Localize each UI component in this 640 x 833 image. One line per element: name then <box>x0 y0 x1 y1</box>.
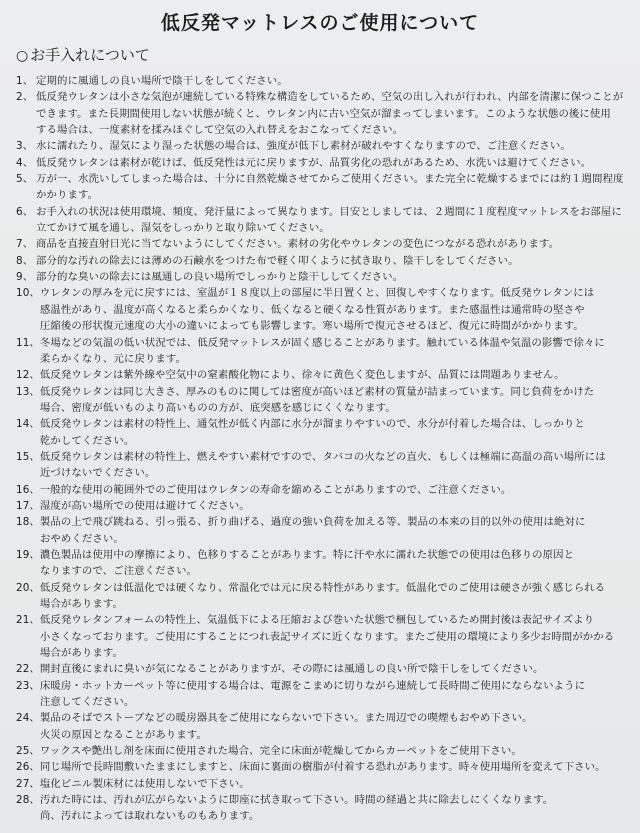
item-number: 22、 <box>16 663 40 676</box>
item-number: 4、 <box>16 156 34 169</box>
item-text-line: 柔らかくなり、元に戻ります。 <box>39 352 186 365</box>
item-text-line: 製品の上で飛び跳ねる、引っ張る、折り曲げる、過度の強い負荷を加える等、製品の本来の目的以外の使用は絶対に <box>39 516 586 529</box>
item-text <box>36 204 626 237</box>
item-text-line: 近づけないでください。 <box>39 467 156 480</box>
item-number: 18、 <box>16 516 40 529</box>
item-text-line: 低反発ウレタンは素材が乾けば、低反発性は元に戻りますが、品質劣化の恐れがあるため、水洗いは避けてください。 <box>36 156 592 169</box>
item-number: 13、 <box>16 385 40 398</box>
item-text-line: 低反発ウレタンは素材の特性上、燃えやすい素材ですので、タバコの火などの直火、もしくは極端に高温の高い場所には <box>39 450 606 463</box>
item-text <box>40 449 626 482</box>
list-item <box>14 204 626 237</box>
item-text-line: 圧縮後の形状復元速度の大小の違いによっても影響します。寒い場所で復元させるほど、復元に時間がかかります。 <box>39 320 584 333</box>
list-item <box>14 661 626 677</box>
item-text <box>36 269 626 285</box>
item-number: 26、 <box>16 761 40 774</box>
item-text-line: 小さくなっております。ご使用にすることにつれ表記サイズに近くなります。またご使用の環境により多少お時間がかかる <box>39 630 615 643</box>
item-text-line: 部分的な臭いの除去には風通しの良い場所でしっかりと陰干ししてください。 <box>36 271 404 284</box>
item-text-line: 火災の原因となることがあります。 <box>39 728 207 741</box>
item-number: 24、 <box>16 712 40 725</box>
item-text-line: 床暖房・ホットカーペット等に使用する場合は、電源をこまめに切りながら連続して長時間ご使用にならないように <box>39 679 586 692</box>
item-text-line: かかります。 <box>36 189 99 202</box>
item-number: 27、 <box>16 777 40 790</box>
item-text-line: ワックスや艶出し剤を床面に使用された場合、完全に床面が乾燥してからカーペットをご使用下さい。 <box>39 745 522 758</box>
section-heading-text: お手入れについて <box>30 46 150 64</box>
item-number: 20、 <box>16 581 40 594</box>
item-text-line: 場合があります。 <box>39 647 124 660</box>
item-text-line: 低反発ウレタンは同じ大きさ、厚みのものに関しては密度が高いほど素材の質量が詰まっています。同じ負荷をかけた <box>39 385 595 398</box>
list-item <box>14 514 626 547</box>
item-text-line: する場合は、一度素材を揉みほぐして空気の入れ替えをおこなってください。 <box>36 124 404 137</box>
item-number: 19、 <box>16 548 40 561</box>
list-item <box>14 171 626 204</box>
item-text <box>40 384 626 417</box>
item-text-line: 製品のそばでストーブなどの暖房器具をご使用にならないで下さい。また周辺での喫煙もおやめ下さい。 <box>39 712 533 725</box>
document-title: 低反発マットレスのご使用について <box>160 12 480 34</box>
list-item <box>14 612 626 661</box>
item-text <box>40 416 626 449</box>
list-item <box>14 547 626 580</box>
list-item <box>14 776 626 792</box>
item-number: 10、 <box>16 287 40 300</box>
list-item <box>14 73 626 89</box>
list-item <box>14 138 626 154</box>
list-item <box>14 759 626 775</box>
item-text-line: 立てかけて風を通し、湿気をしっかりと取り除いてください。 <box>36 222 330 235</box>
list-item <box>14 384 626 417</box>
list-item <box>14 743 626 759</box>
item-text-line: 万が一、水洗いしてしまった場合は、十分に自然乾燥させてからご使用ください。また完全に乾燥するまでには約１週間程度 <box>36 173 624 186</box>
item-number: 12、 <box>16 369 40 382</box>
item-text-line: 商品を直接直射日光に当てないようにしてください。素材の劣化やウレタンの変色につながる恐れがあります。 <box>36 238 560 251</box>
item-text-line: 低反発ウレタンフォームの特性上、気温低下による圧縮および巻いた状態で梱包しているため開封後は表記サイズより <box>39 614 595 627</box>
list-item <box>14 269 626 285</box>
item-text-line: 開封直後にまれに臭いが気になることがありますが、その際には風通しの良い所で陰干しをしてください。 <box>39 663 544 676</box>
item-text-line: 低反発ウレタンは小さな気泡が連続している特殊な構造をしているため、空気の出し入れが行われ、内部を清潔に保つことが <box>36 91 624 104</box>
item-text-line: 尚、汚れによっては取れないものもあります。 <box>39 810 260 823</box>
item-text-line: 湿度が高い場所での使用は避けてください。 <box>39 499 250 512</box>
list-item <box>14 89 626 138</box>
item-text-line: 塩化ビニル製床材には使用しないで下さい。 <box>39 777 250 790</box>
item-number: 9、 <box>16 271 34 284</box>
item-text <box>36 73 626 89</box>
item-text-line: ウレタンの厚みを元に戻すには、室温が１８度以上の部屋に半日置くと、回復しやすくなります。低反発ウレタンには <box>39 287 595 300</box>
item-text <box>40 514 626 547</box>
item-text <box>40 678 626 711</box>
item-text <box>40 612 626 661</box>
section-heading <box>16 45 626 66</box>
item-number: 8、 <box>16 254 34 267</box>
item-text-line: 冬場などの気温の低い状況では、低反発マットレスが固く感じることがあります。触れている体温や気温の影響で徐々に <box>39 336 605 349</box>
item-text-line: 水に濡れたり、湿気により湿った状態の場合は、強度が低下し素材が破れやすくなりますので、ご注意ください。 <box>36 140 571 153</box>
list-item <box>14 449 626 482</box>
item-text-line: 低反発ウレタンは紫外線や空気中の窒素酸化物により、徐々に黄色く変色しますが、品質には問題ありません。 <box>39 369 565 382</box>
item-number: 2、 <box>16 91 34 104</box>
item-number: 15、 <box>16 450 40 463</box>
item-text-line: 乾かしてください。 <box>39 434 135 447</box>
item-text <box>36 171 627 204</box>
item-text <box>40 547 626 580</box>
item-text-line: 感温性があり、温度が高くなると柔らかくなり、低くなると硬くなる性質があります。また感温性は通常時の堅さや <box>39 303 585 316</box>
list-item <box>14 792 626 825</box>
item-number: 23、 <box>16 679 40 692</box>
item-text-line: なりますので、ご注意ください。 <box>39 565 198 578</box>
item-text-line: 同じ場所で長時間敷いたままにしますと、床面に裏面の樹脂が付着する恐れがあります。時々使用場所を変えて下さい。 <box>39 761 606 774</box>
list-item <box>14 253 626 269</box>
item-text-line: 低反発ウレタンは素材の特性上、通気性が低く内部に水分が溜まりやすいので、水分が付着した場合は、しっかりと <box>39 418 585 431</box>
item-text <box>36 236 626 252</box>
item-text-line: 濃色製品は使用中の摩擦により、色移りすることがあります。特に汗や水に濡れた状態での使用は色移りの原因と <box>39 548 575 561</box>
item-text-line: 一般的な使用の範囲外でのご使用はウレタンの寿命を縮めることがありますので、ご注意ください。 <box>39 483 512 496</box>
item-number: 7、 <box>16 238 34 251</box>
item-text <box>40 580 626 613</box>
item-number: 6、 <box>16 205 34 218</box>
item-text <box>40 335 626 368</box>
item-number: 11、 <box>16 336 40 349</box>
item-text-line: できます。また長期間使用しない状態が続くと、ウレタン内に古い空気が溜まってしまいます。このような状態の後に使用 <box>36 107 611 120</box>
item-text <box>36 155 626 171</box>
item-text-line: 汚れた時には、汚れが広がらないように即座に拭き取って下さい。時間の経過と共に除去しにくくなります。 <box>39 794 554 807</box>
item-number: 5、 <box>16 173 34 186</box>
item-text <box>40 710 626 743</box>
list-item <box>14 335 626 368</box>
item-number: 16、 <box>16 483 40 496</box>
item-text <box>36 138 626 154</box>
list-item <box>14 498 626 514</box>
item-number: 25、 <box>16 745 40 758</box>
circle-icon: ○ <box>16 48 29 64</box>
item-text <box>40 661 626 677</box>
list-item <box>14 580 626 613</box>
item-text-line: 低反発ウレタンは低温化では硬くなり、常温化では元に戻る特性があります。低温化でのご使用は硬さが強く感じられる <box>39 581 606 594</box>
care-instructions-list <box>14 73 626 825</box>
item-text-line: 場合、密度が低いものより高いものの方が、底突感を感じにくくなります。 <box>39 401 396 414</box>
list-item <box>14 710 626 743</box>
item-text-line: 注意してください。 <box>39 696 135 709</box>
item-text <box>40 792 626 825</box>
item-text-line: 定期的に風通しの良い場所で陰干しをしてください。 <box>36 75 288 87</box>
item-text-line: お手入れの状況は使用環境、頻度、発汗量によって異なります。目安としましては、２週間に１度程度マットレスをお部屋に <box>36 205 622 218</box>
item-text <box>40 367 626 383</box>
list-item <box>14 416 626 449</box>
item-text-line: おやめください。 <box>39 532 124 545</box>
item-number: 1、 <box>16 75 34 87</box>
item-number: 28、 <box>16 794 40 807</box>
item-number: 21、 <box>16 614 40 627</box>
item-text <box>40 759 626 775</box>
list-item <box>14 482 626 498</box>
item-text <box>40 776 626 792</box>
item-text <box>40 743 626 759</box>
item-number: 17、 <box>16 499 40 512</box>
item-text-line: 部分的な汚れの除去には薄めの石鹸水をつけた布で軽く叩くように拭き取り、陰干しをしてください。 <box>36 254 519 267</box>
list-item <box>14 236 626 252</box>
item-text <box>40 285 626 334</box>
item-number: 3、 <box>16 140 34 153</box>
item-text <box>36 253 626 269</box>
item-text-line: 場合があります。 <box>39 598 124 610</box>
list-item <box>14 285 626 334</box>
item-text <box>40 482 626 498</box>
item-text <box>36 89 627 138</box>
list-item <box>14 678 626 711</box>
item-number: 14、 <box>16 418 40 431</box>
list-item <box>14 367 626 383</box>
item-text <box>40 498 626 514</box>
list-item <box>14 155 626 171</box>
